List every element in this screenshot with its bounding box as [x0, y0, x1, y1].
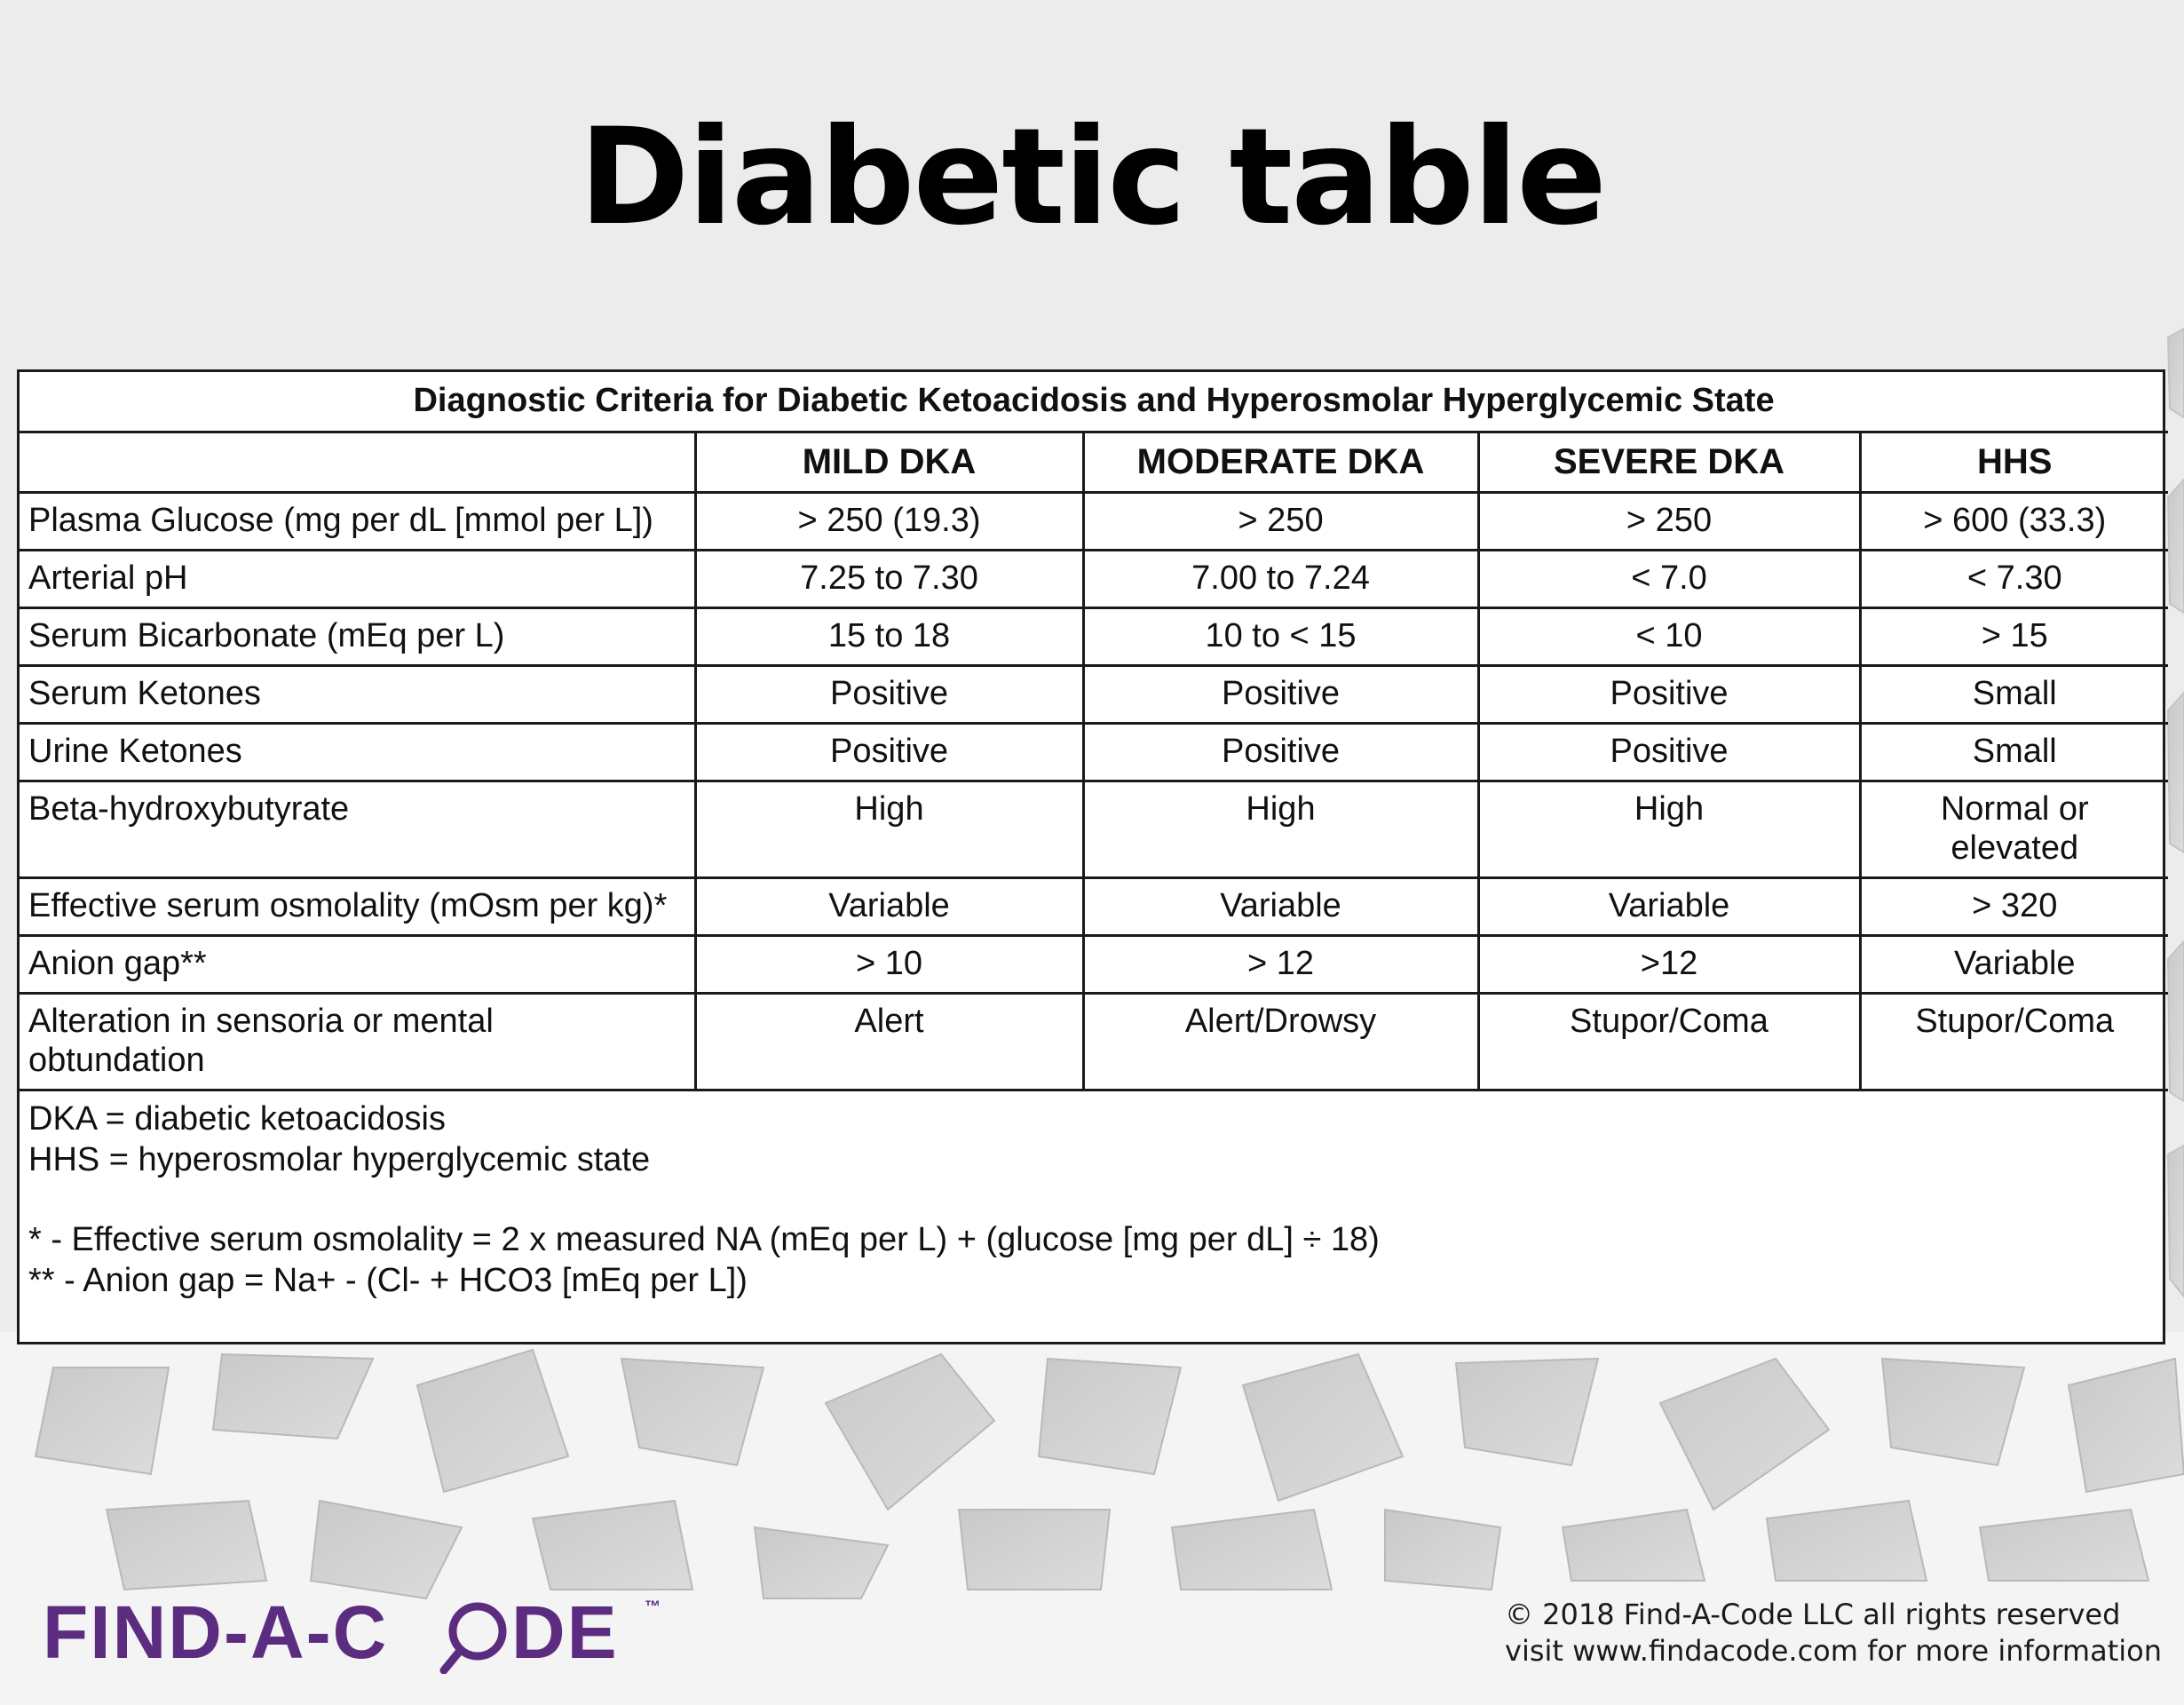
cell-value: >12: [1478, 935, 1860, 993]
cell-value: < 7.0: [1478, 550, 1860, 607]
cell-value: Variable: [695, 877, 1083, 935]
table-row: [20, 550, 2168, 607]
cell-value: > 250: [1083, 492, 1478, 550]
column-header-moderate-dka: MODERATE DKA: [1083, 432, 1478, 492]
svg-text:FIND-A-C: FIND-A-C: [43, 1594, 389, 1674]
svg-text:™: ™: [645, 1598, 661, 1615]
table-row: [20, 935, 2168, 993]
row-label: Beta-hydroxybutyrate: [20, 781, 695, 877]
diagnostic-criteria-table: [17, 369, 2165, 1344]
cell-value: > 12: [1083, 935, 1478, 993]
table-row: [20, 492, 2168, 550]
column-header-blank: [20, 432, 695, 492]
column-header-hhs: HHS: [1860, 432, 2168, 492]
table-row: [20, 781, 2168, 877]
cell-value: High: [1478, 781, 1860, 877]
cell-value: 10 to < 15: [1083, 607, 1478, 665]
table-caption: Diagnostic Criteria for Diabetic Ketoacidosis and Hyperosmolar Hyperglycemic State: [20, 372, 2168, 432]
cell-value: Variable: [1478, 877, 1860, 935]
cell-value: Positive: [1478, 665, 1860, 723]
row-label: Plasma Glucose (mg per dL [mmol per L]): [20, 492, 695, 550]
copyright-text: © 2018 Find-A-Code LLC all rights reserved: [1505, 1598, 2121, 1631]
cell-value: Positive: [695, 723, 1083, 781]
note-spacer: [28, 1180, 2159, 1219]
cell-value: > 10: [695, 935, 1083, 993]
cell-value: 15 to 18: [695, 607, 1083, 665]
table-row: [20, 877, 2168, 935]
cell-value: > 250: [1478, 492, 1860, 550]
cell-value: High: [1083, 781, 1478, 877]
cell-value: Stupor/Coma: [1478, 993, 1860, 1090]
row-label: Urine Ketones: [20, 723, 695, 781]
note-anion-gap-formula: ** - Anion gap = Na+ - (Cl- + HCO3 [mEq per L]): [28, 1261, 748, 1299]
table-row: [20, 993, 2168, 1090]
row-label: Effective serum osmolality (mOsm per kg)*: [20, 877, 695, 935]
copyright-notice: [1505, 1597, 2180, 1669]
table-row: [20, 723, 2168, 781]
cell-value: Stupor/Coma: [1860, 993, 2168, 1090]
cell-value: Small: [1860, 723, 2168, 781]
table-row: [20, 665, 2168, 723]
table-header-row: [20, 432, 2168, 492]
cell-value: 7.25 to 7.30: [695, 550, 1083, 607]
cell-value: 7.00 to 7.24: [1083, 550, 1478, 607]
criteria-table: [20, 372, 2168, 1343]
find-a-code-logo: [43, 1594, 664, 1674]
cell-value: Small: [1860, 665, 2168, 723]
column-header-severe-dka: SEVERE DKA: [1478, 432, 1860, 492]
cell-value: > 600 (33.3): [1860, 492, 2168, 550]
row-label: Arterial pH: [20, 550, 695, 607]
cell-value: > 250 (19.3): [695, 492, 1083, 550]
row-label: Serum Ketones: [20, 665, 695, 723]
cell-value: < 10: [1478, 607, 1860, 665]
cell-value: Variable: [1083, 877, 1478, 935]
cell-value: > 15: [1860, 607, 2168, 665]
note-dka-definition: DKA = diabetic ketoacidosis: [28, 1099, 446, 1138]
cell-value: Alert: [695, 993, 1083, 1090]
row-label: Alteration in sensoria or mental obtundation: [20, 993, 695, 1090]
note-hhs-definition: HHS = hyperosmolar hyperglycemic state: [28, 1140, 651, 1178]
row-label: Anion gap**: [20, 935, 695, 993]
cell-value: > 320: [1860, 877, 2168, 935]
table-notes: [20, 1090, 2168, 1343]
note-osmolality-formula: * - Effective serum osmolality = 2 x measured NA (mEq per L) + (glucose [mg per dL] ÷ 18): [28, 1220, 1380, 1258]
table-notes-row: [20, 1090, 2168, 1343]
visit-link-text: visit www.findacode.com for more information: [1505, 1634, 2162, 1668]
svg-text:DE: DE: [511, 1594, 619, 1674]
table-row: [20, 607, 2168, 665]
cell-value: Positive: [1083, 723, 1478, 781]
cell-value: Alert/Drowsy: [1083, 993, 1478, 1090]
cell-value: Variable: [1860, 935, 2168, 993]
row-label: Serum Bicarbonate (mEq per L): [20, 607, 695, 665]
cell-value: < 7.30: [1860, 550, 2168, 607]
cell-value: High: [695, 781, 1083, 877]
cell-value: Normal or elevated: [1860, 781, 2168, 877]
cell-value: Positive: [1478, 723, 1860, 781]
cell-value: Positive: [695, 665, 1083, 723]
cell-value: Positive: [1083, 665, 1478, 723]
page-title: Diabetic table: [579, 100, 1605, 255]
magnifier-icon: [444, 1606, 502, 1670]
column-header-mild-dka: MILD DKA: [695, 432, 1083, 492]
